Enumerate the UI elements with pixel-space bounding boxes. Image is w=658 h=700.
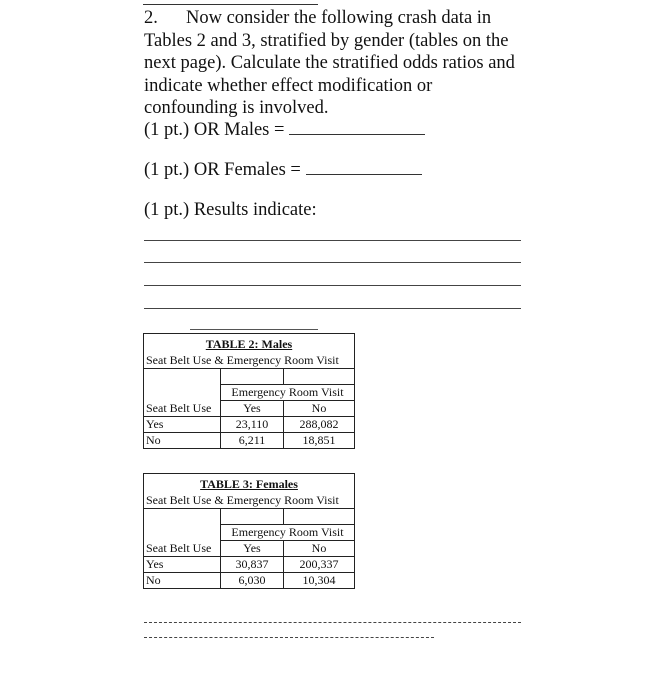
table-3-row-2-yes: 6,030 (221, 573, 284, 589)
question-body: Now consider the following crash data in Tables 2 and 3, stratified by gender (tables on the next page). Calculate the stratified odds ratios and indicate whether effect modification or confounding is involved. (144, 8, 515, 118)
answer-line-2[interactable] (144, 262, 521, 263)
table-3-col-no: No (284, 541, 355, 557)
table-row (144, 433, 355, 449)
table-2-row-header: Seat Belt Use (144, 401, 221, 417)
or-females-line (144, 160, 422, 181)
table-2-subtitle: Seat Belt Use & Emergency Room Visit (144, 353, 355, 369)
table-3-row-2-label: No (144, 573, 221, 589)
or-males-label: (1 pt.) OR Males = (144, 120, 285, 140)
table-2-males (143, 333, 355, 449)
table-3-subtitle: Seat Belt Use & Emergency Room Visit (144, 493, 355, 509)
table-2-col-yes: Yes (221, 401, 284, 417)
or-females-label: (1 pt.) OR Females = (144, 160, 301, 180)
table-3-row-1-no: 200,337 (284, 557, 355, 573)
table-3-females (143, 473, 355, 589)
table-3-row-2-no: 10,304 (284, 573, 355, 589)
table-2-row-1-yes: 23,110 (221, 417, 284, 433)
dashed-answer-line-2[interactable] (144, 637, 434, 638)
results-label: (1 pt.) Results indicate: (144, 200, 317, 220)
answer-line-1[interactable] (144, 240, 521, 241)
table-2-row-1-label: Yes (144, 417, 221, 433)
answer-line-3[interactable] (144, 285, 521, 286)
table-2-col-no: No (284, 401, 355, 417)
table-row (144, 573, 355, 589)
or-males-blank[interactable] (289, 120, 425, 135)
table-2-row-2-label: No (144, 433, 221, 449)
or-females-blank[interactable] (306, 160, 422, 175)
table-2-row-1-no: 288,082 (284, 417, 355, 433)
table-2-row-2-yes: 6,211 (221, 433, 284, 449)
header-rule (143, 4, 318, 5)
table-3-row-1-yes: 30,837 (221, 557, 284, 573)
table-3-row-1-label: Yes (144, 557, 221, 573)
question-number: 2. (144, 8, 158, 28)
question-text (144, 7, 524, 120)
table-3-row-header: Seat Belt Use (144, 541, 221, 557)
table-2-row-2-no: 18,851 (284, 433, 355, 449)
dashed-answer-line-1[interactable] (144, 622, 521, 623)
table-2-group-header: Emergency Room Visit (221, 385, 355, 401)
table-3-group-header: Emergency Room Visit (221, 525, 355, 541)
table-2-title: TABLE 2: Males (144, 334, 355, 354)
table-row (144, 417, 355, 433)
or-males-line (144, 120, 425, 141)
table-3-title: TABLE 3: Females (144, 474, 355, 494)
answer-line-4[interactable] (144, 308, 521, 309)
table-3-col-yes: Yes (221, 541, 284, 557)
divider-line (190, 329, 318, 330)
table-row (144, 557, 355, 573)
